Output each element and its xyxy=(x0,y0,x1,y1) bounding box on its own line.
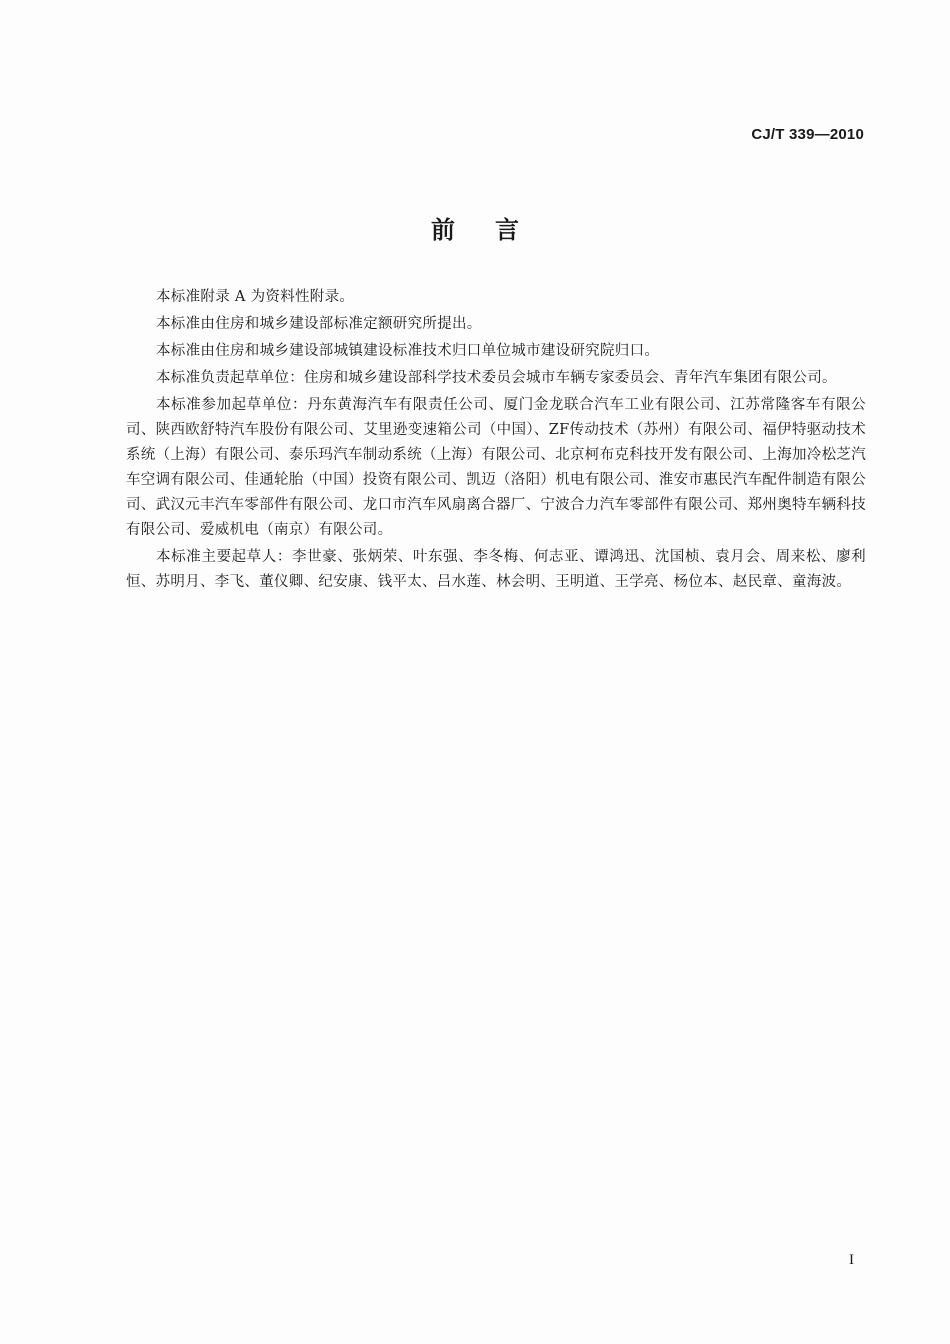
standard-code: CJ/T 339—2010 xyxy=(751,126,864,143)
paragraph-main-drafters: 本标准主要起草人：李世豪、张炳荣、叶东强、李冬梅、何志亚、谭鸿迅、沈国桢、袁月会、周来松、廖利恒、苏明月、李飞、董仪卿、纪安康、钱平太、吕水莲、林会明、王明道、王学亮、杨位本、赵民章、童海波。 xyxy=(126,549,866,590)
paragraph-proposer: 本标准由住房和城乡建设部标准定额研究所提出。 xyxy=(156,316,482,332)
page-number: I xyxy=(849,1252,854,1268)
paragraph-participating-drafters: 本标准参加起草单位：丹东黄海汽车有限责任公司、厦门金龙联合汽车工业有限公司、江苏常隆客车有限公司、陕西欧舒特汽车股份有限公司、艾里逊变速箱公司（中国）、ZF传动技术（苏州）有限公司、福伊特驱动技术系统（上海）有限公司、泰乐玛汽车制动系统（上海）有限公司、北京柯布克科技开发有限公司、上海加冷松芝汽车空调有限公司、佳通轮胎（中国）投资有限公司、凯迈（洛阳）机电有限公司、淮安市惠民汽车配件制造有限公司、武汉元丰汽车零部件有限公司、龙口市汽车风扇离合器厂、宁波合力汽车零部件有限公司、郑州奥特车辆科技有限公司、爱威机电（南京）有限公司。 xyxy=(126,397,866,538)
paragraph-administrator: 本标准由住房和城乡建设部城镇建设标准技术归口单位城市建设研究院归口。 xyxy=(156,343,660,359)
page-title: 前言 xyxy=(431,216,559,244)
paragraph-lead-drafters: 本标准负责起草单位：住房和城乡建设部科学技术委员会城市车辆专家委员会、青年汽车集团有限公司。 xyxy=(156,370,837,386)
paragraph-appendix: 本标准附录 A 为资料性附录。 xyxy=(156,289,355,305)
foreword-body xyxy=(126,285,866,597)
